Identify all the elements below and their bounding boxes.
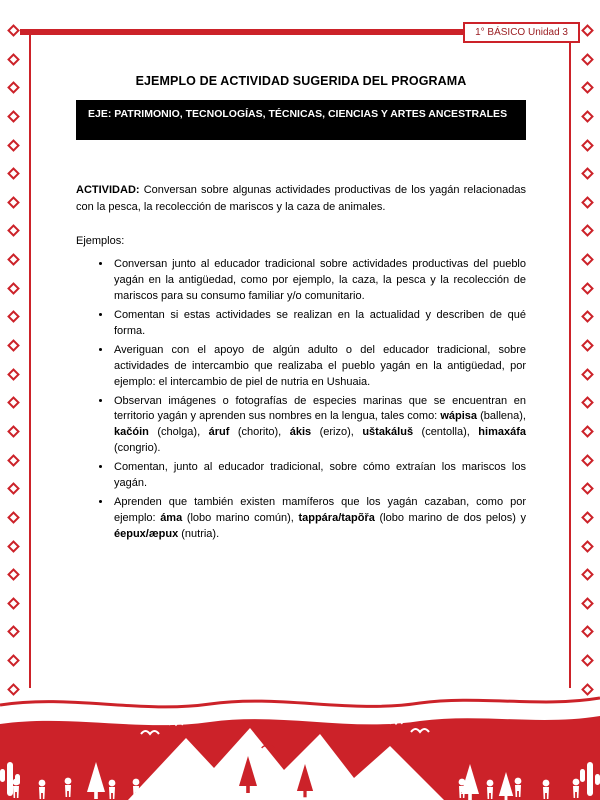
example-item: • Averiguan con el apoyo de algún adulto o del educador tradicional, sobre actividades de intercambio que realizaba el pueblo yagán en la antigüedad, por ejemplo: el intercambio de piel de nutria en Ushuaia. [112,343,526,391]
diamond-ornament [7,454,20,467]
diamond-ornament [581,196,594,209]
diamond-ornament [581,253,594,266]
diamond-ornament [581,225,594,238]
diamond-ornament [7,24,20,37]
diamond-ornament [581,482,594,495]
left-red-rule [29,32,31,688]
diamond-ornament [581,167,594,180]
diamond-ornament [581,454,594,467]
diamond-ornament [581,110,594,123]
page-title: EJEMPLO DE ACTIVIDAD SUGERIDA DEL PROGRAMA [135,74,467,88]
diamond-ornament [581,425,594,438]
example-item: • Comentan, junto al educador tradicional, sobre cómo extraían los mariscos los yagán. [112,460,526,492]
diamond-ornament [7,540,20,553]
actividad-label: ACTIVIDAD: [76,184,140,196]
diamond-ornament [581,568,594,581]
diamond-ornament [581,654,594,667]
diamond-ornament [581,511,594,524]
diamond-ornament [7,311,20,324]
example-item: • Aprenden que también existen mamíferos que los yagán cazaban, como por ejemplo: áma (lobo marino común), tappára/tapõřa (lobo marino de dos pelos) y éepux/æpux (nutria). [112,495,526,543]
right-diamond-border [580,26,594,694]
diamond-ornament [581,597,594,610]
diamond-ornament [7,425,20,438]
diamond-ornament [7,482,20,495]
diamond-ornament [7,110,20,123]
example-item: • Comentan si estas actividades se realizan en la actualidad y describen de qué forma. [112,308,526,340]
diamond-ornament [7,167,20,180]
diamond-ornament [7,654,20,667]
ejemplos-label: Ejemplos: [76,235,125,247]
actividad-paragraph [76,182,526,215]
diamond-ornament [7,139,20,152]
eje-banner-text: EJE: PATRIMONIO, TECNOLOGÍAS, TÉCNICAS, CIENCIAS Y ARTES ANCESTRALES [88,108,508,120]
actividad-text: Conversan sobre algunas actividades productivas de los yagán relacionadas con la pesca, la recolección de mariscos y la caza de animales. [76,184,526,213]
diamond-ornament [7,396,20,409]
diamond-ornament [7,253,20,266]
diamond-ornament [7,511,20,524]
diamond-ornament [581,339,594,352]
example-item: • Conversan junto al educador tradicional sobre actividades productivas del pueblo yagán en la antigüedad, como por ejemplo, la caza, la pesca y la recolección de mariscos para su consumo familiar y/o comunitario. [112,257,526,305]
diamond-ornament [581,683,594,696]
diamond-ornament [7,368,20,381]
eje-banner [76,100,526,140]
diamond-ornament [581,282,594,295]
right-red-rule [569,32,571,688]
footer-landscape-illustration [0,688,600,800]
diamond-ornament [581,396,594,409]
diamond-ornament [581,368,594,381]
examples-list [76,257,526,543]
diamond-ornament [7,53,20,66]
diamond-ornament [7,81,20,94]
unit-badge: 1° BÁSICO Unidad 3 [463,22,580,43]
diamond-ornament [581,24,594,37]
example-item: • Observan imágenes o fotografías de especies marinas que se encuentran en territorio yagán y aprenden sus nombres en la lengua, tales como: wápisa (ballena), kačóin (cholga), áruf (chorito), ákis (erizo), uštakáluš (centolla), himaxáfa (congrio). [112,394,526,458]
diamond-ornament [581,139,594,152]
diamond-ornament [7,196,20,209]
diamond-ornament [581,53,594,66]
diamond-ornament [7,568,20,581]
main-content [76,74,526,546]
diamond-ornament [7,626,20,639]
diamond-ornament [581,626,594,639]
diamond-ornament [7,683,20,696]
diamond-ornament [7,597,20,610]
diamond-ornament [7,282,20,295]
diamond-ornament [581,311,594,324]
diamond-ornament [581,81,594,94]
diamond-ornament [7,225,20,238]
diamond-ornament [7,339,20,352]
left-diamond-border [6,26,20,694]
diamond-ornament [581,540,594,553]
